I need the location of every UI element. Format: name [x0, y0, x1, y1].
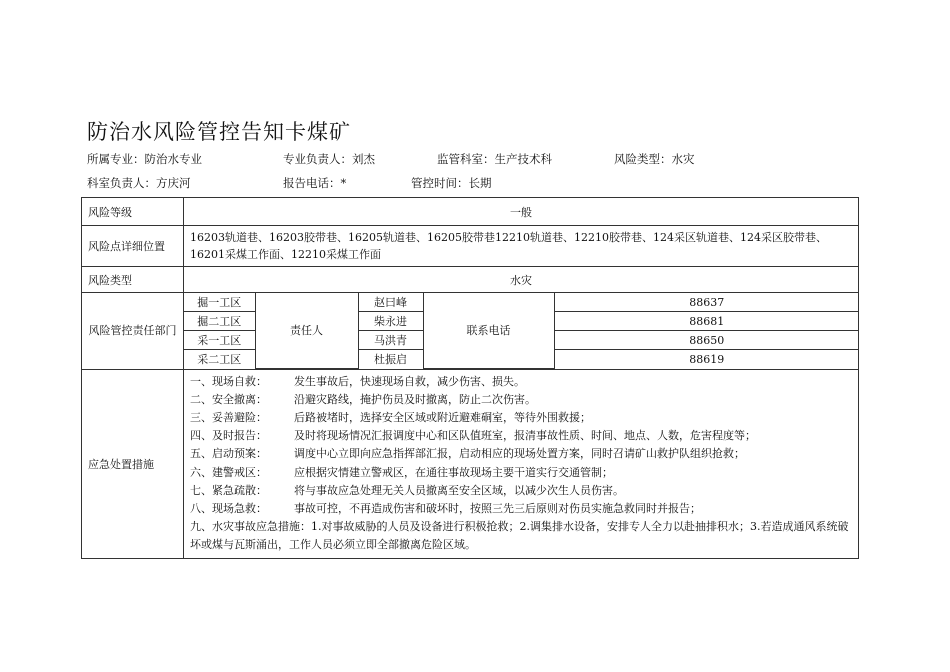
unit-name: 采二工区	[184, 350, 255, 369]
risk-level-label: 风险等级	[82, 198, 184, 226]
measure-text: 应根据灾情建立警戒区，在通往事故现场主要干道实行交通管制；	[294, 465, 613, 479]
unit-name: 掘二工区	[184, 312, 255, 331]
person-name: 柴永进	[358, 312, 423, 331]
risk-level-row	[82, 198, 859, 226]
unit-name: 采一工区	[184, 331, 255, 350]
measure-text: 后路被堵时，选择安全区域或附近避难硐室，等待外围救援；	[294, 410, 591, 424]
measure-key: 六、建警戒区：	[190, 465, 267, 479]
location-label: 风险点详细位置	[82, 226, 184, 267]
measure-text: 发生事故后，快速现场自救，减少伤害、损失。	[294, 374, 525, 388]
person-name: 杜振启	[358, 350, 423, 369]
list-item	[190, 445, 852, 463]
specialty-text: 所属专业：防治水专业	[87, 152, 202, 166]
location-value: 16203轨道巷、16203胶带巷、16205轨道巷、16205胶带巷12210轨道巷、12210胶带巷、124采区轨道巷、124采区胶带巷、16201采煤工作面、12210采煤工作面	[184, 226, 859, 267]
emergency-measures	[184, 369, 859, 558]
phone-number: 88619	[554, 350, 859, 369]
measure-key: 一、现场自救：	[190, 374, 267, 388]
emergency-row	[82, 369, 859, 558]
table-row	[184, 293, 859, 312]
measure-key: 五、启动预案：	[190, 447, 267, 461]
list-item	[190, 373, 852, 391]
measure-text: 将与事故应急处理无关人员撤离至安全区域，以减少次生人员伤害。	[294, 483, 624, 497]
dept-lead-text: 科室负责人：方庆河	[87, 176, 191, 190]
measure-key: 四、及时报告：	[190, 429, 267, 443]
list-item	[190, 391, 852, 409]
responsibility-row	[82, 293, 859, 370]
risk-card-table	[81, 197, 859, 559]
measure-text: 事故可控，不再造成伤害和破坏时，按照三先三后原则对伤员实施急救同时并报告；	[294, 501, 701, 515]
unit-name: 掘一工区	[184, 293, 255, 312]
list-item	[190, 482, 852, 500]
measure-key: 二、安全撤离：	[190, 392, 267, 406]
list-item	[190, 464, 852, 482]
location-row	[82, 226, 859, 267]
list-item	[190, 500, 852, 518]
measure-key: 七、紧急疏散：	[190, 483, 267, 497]
responsibility-cell	[184, 293, 859, 370]
measure-key: 八、现场急救：	[190, 501, 267, 515]
risk-type-row	[82, 267, 859, 293]
responsible-label: 责任人	[255, 293, 358, 368]
supervise-dept-text: 监管科室：生产技术科	[437, 152, 552, 166]
list-item	[190, 409, 852, 427]
phone-number: 88637	[554, 293, 859, 312]
contact-label: 联系电话	[423, 293, 554, 368]
list-item	[190, 427, 852, 445]
measure-text: 沿避灾路线，掩护伤员及时撤离，防止二次伤害。	[294, 392, 536, 406]
emergency-label: 应急处置措施	[82, 369, 184, 558]
list-item: 九、水灾事故应急措施：1.对事故威胁的人员及设备进行积极抢救；2.调集排水设备，安排专人全力以赴抽排积水；3.若造成通风系统破坏或煤与瓦斯涌出，工作人员必须立即全部撤离危险区域。	[190, 520, 849, 552]
responsibility-table	[184, 293, 859, 369]
person-name: 赵曰峰	[358, 293, 423, 312]
measure-key: 三、妥善避险：	[190, 410, 267, 424]
risk-type-value: 水灾	[184, 267, 859, 293]
person-name: 马洪青	[358, 331, 423, 350]
measure-text: 及时将现场情况汇报调度中心和区队值班室，报清事故性质、时间、地点、人数，危害程度等；	[294, 429, 756, 443]
page-title: 防治水风险管控告知卡煤矿	[87, 120, 351, 144]
risk-level-value: 一般	[184, 198, 859, 226]
phone-number: 88681	[554, 312, 859, 331]
risk-type-text: 风险类型：水灾	[614, 152, 695, 166]
risk-type-label: 风险类型	[82, 267, 184, 293]
specialty-lead-text: 专业负责人：刘杰	[283, 152, 375, 166]
dept-label: 风险管控责任部门	[82, 293, 184, 370]
report-phone-text: 报告电话：*	[283, 176, 347, 190]
phone-number: 88650	[554, 331, 859, 350]
measure-text: 调度中心立即向应急指挥部汇报，启动相应的现场处置方案，同时召请矿山救护队组织抢救；	[294, 447, 745, 461]
control-time-text: 管控时间：长期	[411, 176, 492, 190]
